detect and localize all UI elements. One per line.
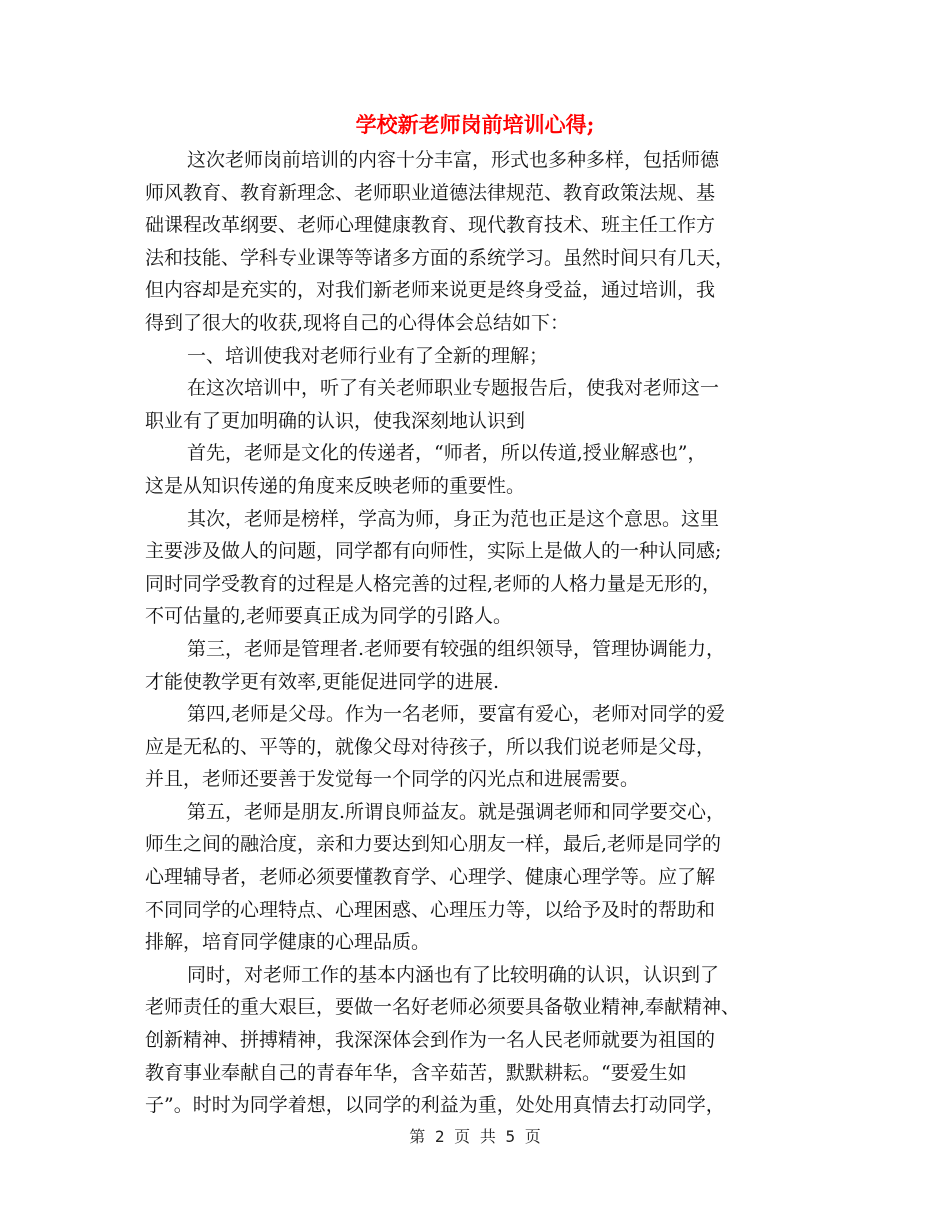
text-line: 应是无私的、平等的，就像父母对待孩子，所以我们说老师是父母， (145, 735, 716, 758)
text-line: 师生之间的融洽度，亲和力要达到知心朋友一样，最后,老师是同学的 (145, 833, 722, 856)
text-line: 但内容却是充实的，对我们新老师来说更是终身受益，通过培训，我 (145, 279, 716, 302)
text-line: 首先，老师是文化的传递者，“师者，所以传道,授业解惑也”， (187, 442, 707, 465)
text-line: 第五，老师是朋友.所谓良师益友。就是强调老师和同学要交心， (187, 800, 726, 823)
text-line: 得到了很大的收获,现将自己的心得体会总结如下： (145, 311, 570, 334)
text-line: 教育事业奉献自己的青春年华，含辛茹苦，默默耕耘。“要爱生如 (145, 1061, 687, 1084)
text-line: 不同同学的心理特点、心理困惑、心理压力等，以给予及时的帮助和 (145, 898, 716, 921)
text-line: 创新精神、拼搏精神，我深深体会到作为一名人民老师就要为祖国的 (145, 1029, 716, 1052)
text-line: 其次，老师是榜样，学高为师，身正为范也正是这个意思。这里 (187, 507, 720, 530)
text-line: 础课程改革纲要、老师心理健康教育、现代教育技术、班主任工作方 (145, 214, 716, 237)
text-line: 主要涉及做人的问题，同学都有向师性，实际上是做人的一种认同感; (145, 540, 722, 563)
text-line: 一、培训使我对老师行业有了全新的理解； (187, 344, 549, 367)
text-line: 排解，培育同学健康的心理品质。 (145, 931, 431, 954)
text-line: 在这次培训中，听了有关老师职业专题报告后，使我对老师这一 (187, 377, 720, 400)
text-line: 子”。时时为同学着想，以同学的利益为重，处处用真情去打动同学， (145, 1094, 725, 1117)
text-line: 同时同学受教育的过程是人格完善的过程,老师的人格力量是无形的， (145, 572, 722, 595)
text-line: 职业有了更加明确的认识，使我深刻地认识到 (145, 409, 526, 432)
text-line: 心理辅导者，老师必须要懂教育学、心理学、健康心理学等。应了解 (145, 866, 716, 889)
text-line: 这是从知识传递的角度来反映老师的重要性。 (145, 474, 526, 497)
text-line: 同时，对老师工作的基本内涵也有了比较明确的认识，认识到了 (187, 963, 720, 986)
document-body (145, 144, 815, 1122)
text-line: 师风教育、教育新理念、老师职业道德法律规范、教育政策法规、基 (145, 181, 716, 204)
text-line: 才能使教学更有效率,更能促进同学的进展. (145, 670, 500, 693)
text-line: 第四,老师是父母。作为一名老师，要富有爱心，老师对同学的爱 (187, 703, 726, 726)
text-line: 第三，老师是管理者.老师要有较强的组织领导，管理协调能力， (187, 637, 726, 660)
document-title: 学校新老师岗前培训心得; (355, 112, 595, 137)
page-footer: 第 2 页 共 5 页 (409, 1127, 541, 1146)
text-line: 老师责任的重大艰巨，要做一名好老师必须要具备敬业精神,奉献精神、 (145, 996, 741, 1019)
text-line: 并且，老师还要善于发觉每一个同学的闪光点和进展需要。 (145, 768, 640, 791)
text-line: 法和技能、学科专业课等等诸多方面的系统学习。虽然时间只有几天， (145, 246, 735, 269)
text-line: 这次老师岗前培训的内容十分丰富，形式也多种多样，包括师德 (187, 149, 720, 171)
text-line: 不可估量的,老师要真正成为同学的引路人。 (145, 605, 513, 628)
